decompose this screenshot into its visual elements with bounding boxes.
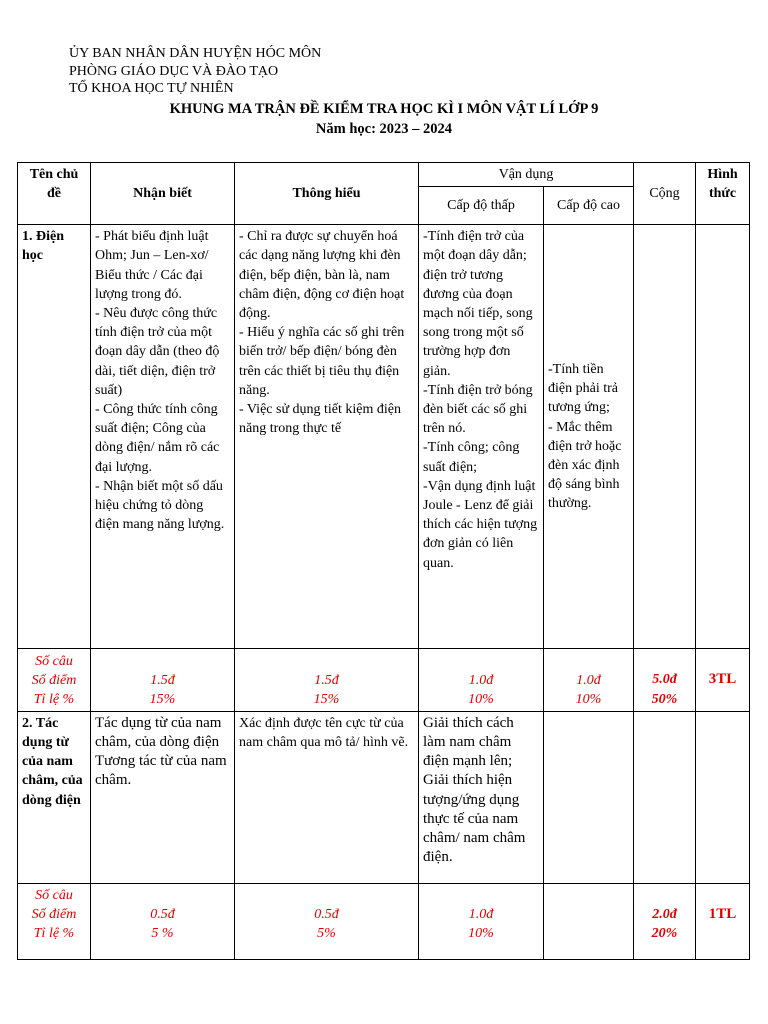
col-apply-high-header: Cấp độ cao bbox=[544, 187, 634, 225]
apply-low-item: -Tính điện trở bóng đèn biết các số ghi trên nó. bbox=[423, 382, 533, 437]
stat-label-score: Số điểm bbox=[31, 906, 77, 922]
percent-value: 5 % bbox=[151, 925, 174, 941]
stat-labels bbox=[18, 883, 91, 959]
stat-label-count: Số câu bbox=[35, 887, 73, 903]
apply-low-item: -Tính công; công suất điện; bbox=[423, 440, 520, 475]
stat-label-percent: Tỉ lệ % bbox=[33, 925, 75, 941]
stat-label-percent: Tỉ lệ % bbox=[33, 691, 75, 707]
apply-high-item: -Tính tiền điện phải trả tương ứng; bbox=[548, 361, 618, 416]
apply-low-item: Giải thích hiện tượng/ứng dụng thực tế của nam châm/ nam châm điện. bbox=[423, 772, 526, 866]
topic-1-apply-high-stats bbox=[544, 649, 634, 712]
issuer-line-1: ỦY BAN NHÂN DÂN HUYỆN HÓC MÔN bbox=[69, 46, 322, 61]
score-value: 1.0đ bbox=[576, 672, 601, 688]
topic-2-name: 2. Tác dụng từ của nam châm, của dòng điện bbox=[18, 711, 91, 883]
topic-1-form-empty bbox=[696, 225, 750, 649]
topic-row-1 bbox=[18, 225, 750, 649]
school-year: Năm học: 2023 – 2024 bbox=[315, 121, 453, 137]
stat-label-count: Số câu bbox=[35, 653, 73, 669]
topic-2-apply-low bbox=[419, 711, 544, 883]
apply-low-item: -Tính điện trở của một đoạn dây dẫn; điện trở tương đương của đoạn mạch nối tiếp, song song trong một số trường hợp đơn giản. bbox=[423, 229, 533, 379]
percent-value: 15% bbox=[313, 691, 340, 707]
topic-2-understand bbox=[235, 711, 419, 883]
score-value: 1.0đ bbox=[468, 906, 494, 922]
understand-item: - Việc sử dụng tiết kiệm điện năng trong thực tế bbox=[239, 402, 402, 437]
col-total-header: Cộng bbox=[634, 163, 696, 225]
topic-2-recognize bbox=[91, 711, 235, 883]
recognize-item: - Phát biểu định luật Ohm; Jun – Len-xơ/ Biểu thức / Các đại lượng trong đó. bbox=[95, 229, 209, 302]
percent-value: 10% bbox=[575, 691, 602, 707]
total-score: 2.0đ bbox=[652, 907, 677, 923]
understand-item: - Hiểu ý nghĩa các số ghi trên biến trở/ bếp điện/ bóng đèn trên các thiết bị tiêu thụ điện năng. bbox=[239, 325, 405, 398]
matrix-table bbox=[17, 162, 750, 960]
topic-2-recognize-stats bbox=[91, 883, 235, 959]
topic-1-recognize-stats bbox=[91, 649, 235, 712]
topic-1-name: 1. Điện học bbox=[18, 225, 91, 649]
recognize-item: Tương tác từ của nam châm. bbox=[95, 753, 227, 789]
topic-2-form: 1TL bbox=[696, 883, 750, 959]
topic-2-stats-row bbox=[18, 883, 750, 959]
score-value: 1.5đ bbox=[314, 672, 339, 688]
stat-label-score: Số điểm bbox=[31, 672, 77, 688]
recognize-item: Tác dụng từ của nam châm, của dòng điện bbox=[95, 714, 222, 751]
issuer-line-3: TỔ KHOA HỌC TỰ NHIÊN bbox=[69, 81, 234, 96]
topic-1-stats-row bbox=[18, 649, 750, 712]
topic-1-total-stats bbox=[634, 649, 696, 712]
topic-2-apply-high-stats bbox=[544, 883, 634, 959]
percent-value: 15% bbox=[149, 691, 176, 707]
recognize-item: - Nêu được công thức tính điện trở của một đoạn dây dẫn (theo độ dài, tiết diện, điện trở suất) bbox=[95, 306, 220, 398]
col-understand-header: Thông hiểu bbox=[235, 163, 419, 225]
col-apply-header: Vận dụng bbox=[419, 163, 634, 187]
issuer-header bbox=[69, 45, 321, 98]
percent-value: 5% bbox=[317, 925, 336, 941]
apply-low-item: Giải thích cách làm nam châm điện mạnh lên; bbox=[423, 714, 514, 770]
total-percent: 50% bbox=[651, 691, 678, 707]
topic-1-recognize bbox=[91, 225, 235, 649]
topic-2-form-empty bbox=[696, 711, 750, 883]
score-value: 1.0đ bbox=[468, 672, 494, 688]
topic-2-total-stats bbox=[634, 883, 696, 959]
percent-value: 10% bbox=[468, 925, 494, 941]
col-form-header: Hình thức bbox=[696, 163, 750, 225]
topic-2-total-empty bbox=[634, 711, 696, 883]
score-value: 0.5đ bbox=[314, 906, 339, 922]
col-apply-low-header: Cấp độ thấp bbox=[419, 187, 544, 225]
topic-1-total-empty bbox=[634, 225, 696, 649]
recognize-item: - Công thức tính công suất điện; Công của dòng điện/ nắm rõ các đại lượng. bbox=[95, 402, 220, 475]
recognize-item: - Nhận biết một số dấu hiệu chứng tỏ dòng điện mang năng lượng. bbox=[95, 478, 225, 533]
topic-row-2 bbox=[18, 711, 750, 883]
understand-item: - Chỉ ra được sự chuyển hoá các dạng năng lượng khi đèn điện, bếp điện, bàn là, nam châm điện, động cơ điện hoạt động. bbox=[239, 229, 405, 322]
topic-1-understand-stats bbox=[235, 649, 419, 712]
topic-1-understand bbox=[235, 225, 419, 649]
percent-value: 10% bbox=[468, 691, 494, 707]
issuer-line-2: PHÒNG GIÁO DỤC VÀ ĐÀO TẠO bbox=[69, 63, 279, 79]
topic-1-apply-high bbox=[544, 225, 634, 649]
score-value: 1.5đ bbox=[150, 672, 175, 688]
topic-2-understand-stats bbox=[235, 883, 419, 959]
score-value: 0.5đ bbox=[150, 906, 175, 922]
stat-labels bbox=[18, 649, 91, 712]
topic-1-apply-low bbox=[419, 225, 544, 649]
total-score: 5.0đ bbox=[652, 672, 677, 688]
topic-2-apply-low-stats bbox=[419, 883, 544, 959]
topic-1-apply-low-stats bbox=[419, 649, 544, 712]
col-recognize-header: Nhận biết bbox=[91, 163, 235, 225]
total-percent: 20% bbox=[651, 926, 678, 942]
understand-item: Xác định được tên cực từ của nam châm qua mô tả/ hình vẽ. bbox=[239, 715, 409, 751]
col-topic-header: Tên chủ đề bbox=[18, 163, 91, 225]
document-title: KHUNG MA TRẬN ĐỀ KIỂM TRA HỌC KÌ I MÔN VẬT LÍ LỚP 9 bbox=[169, 101, 599, 117]
apply-high-item: - Mắc thêm điện trở hoặc đèn xác định độ sáng bình thường. bbox=[548, 419, 622, 512]
topic-1-form: 3TL bbox=[696, 649, 750, 712]
apply-low-item: -Vận dụng định luật Joule - Lenz để giải thích các hiện tượng đơn giản có liên quan. bbox=[423, 478, 538, 571]
topic-2-apply-high bbox=[544, 711, 634, 883]
